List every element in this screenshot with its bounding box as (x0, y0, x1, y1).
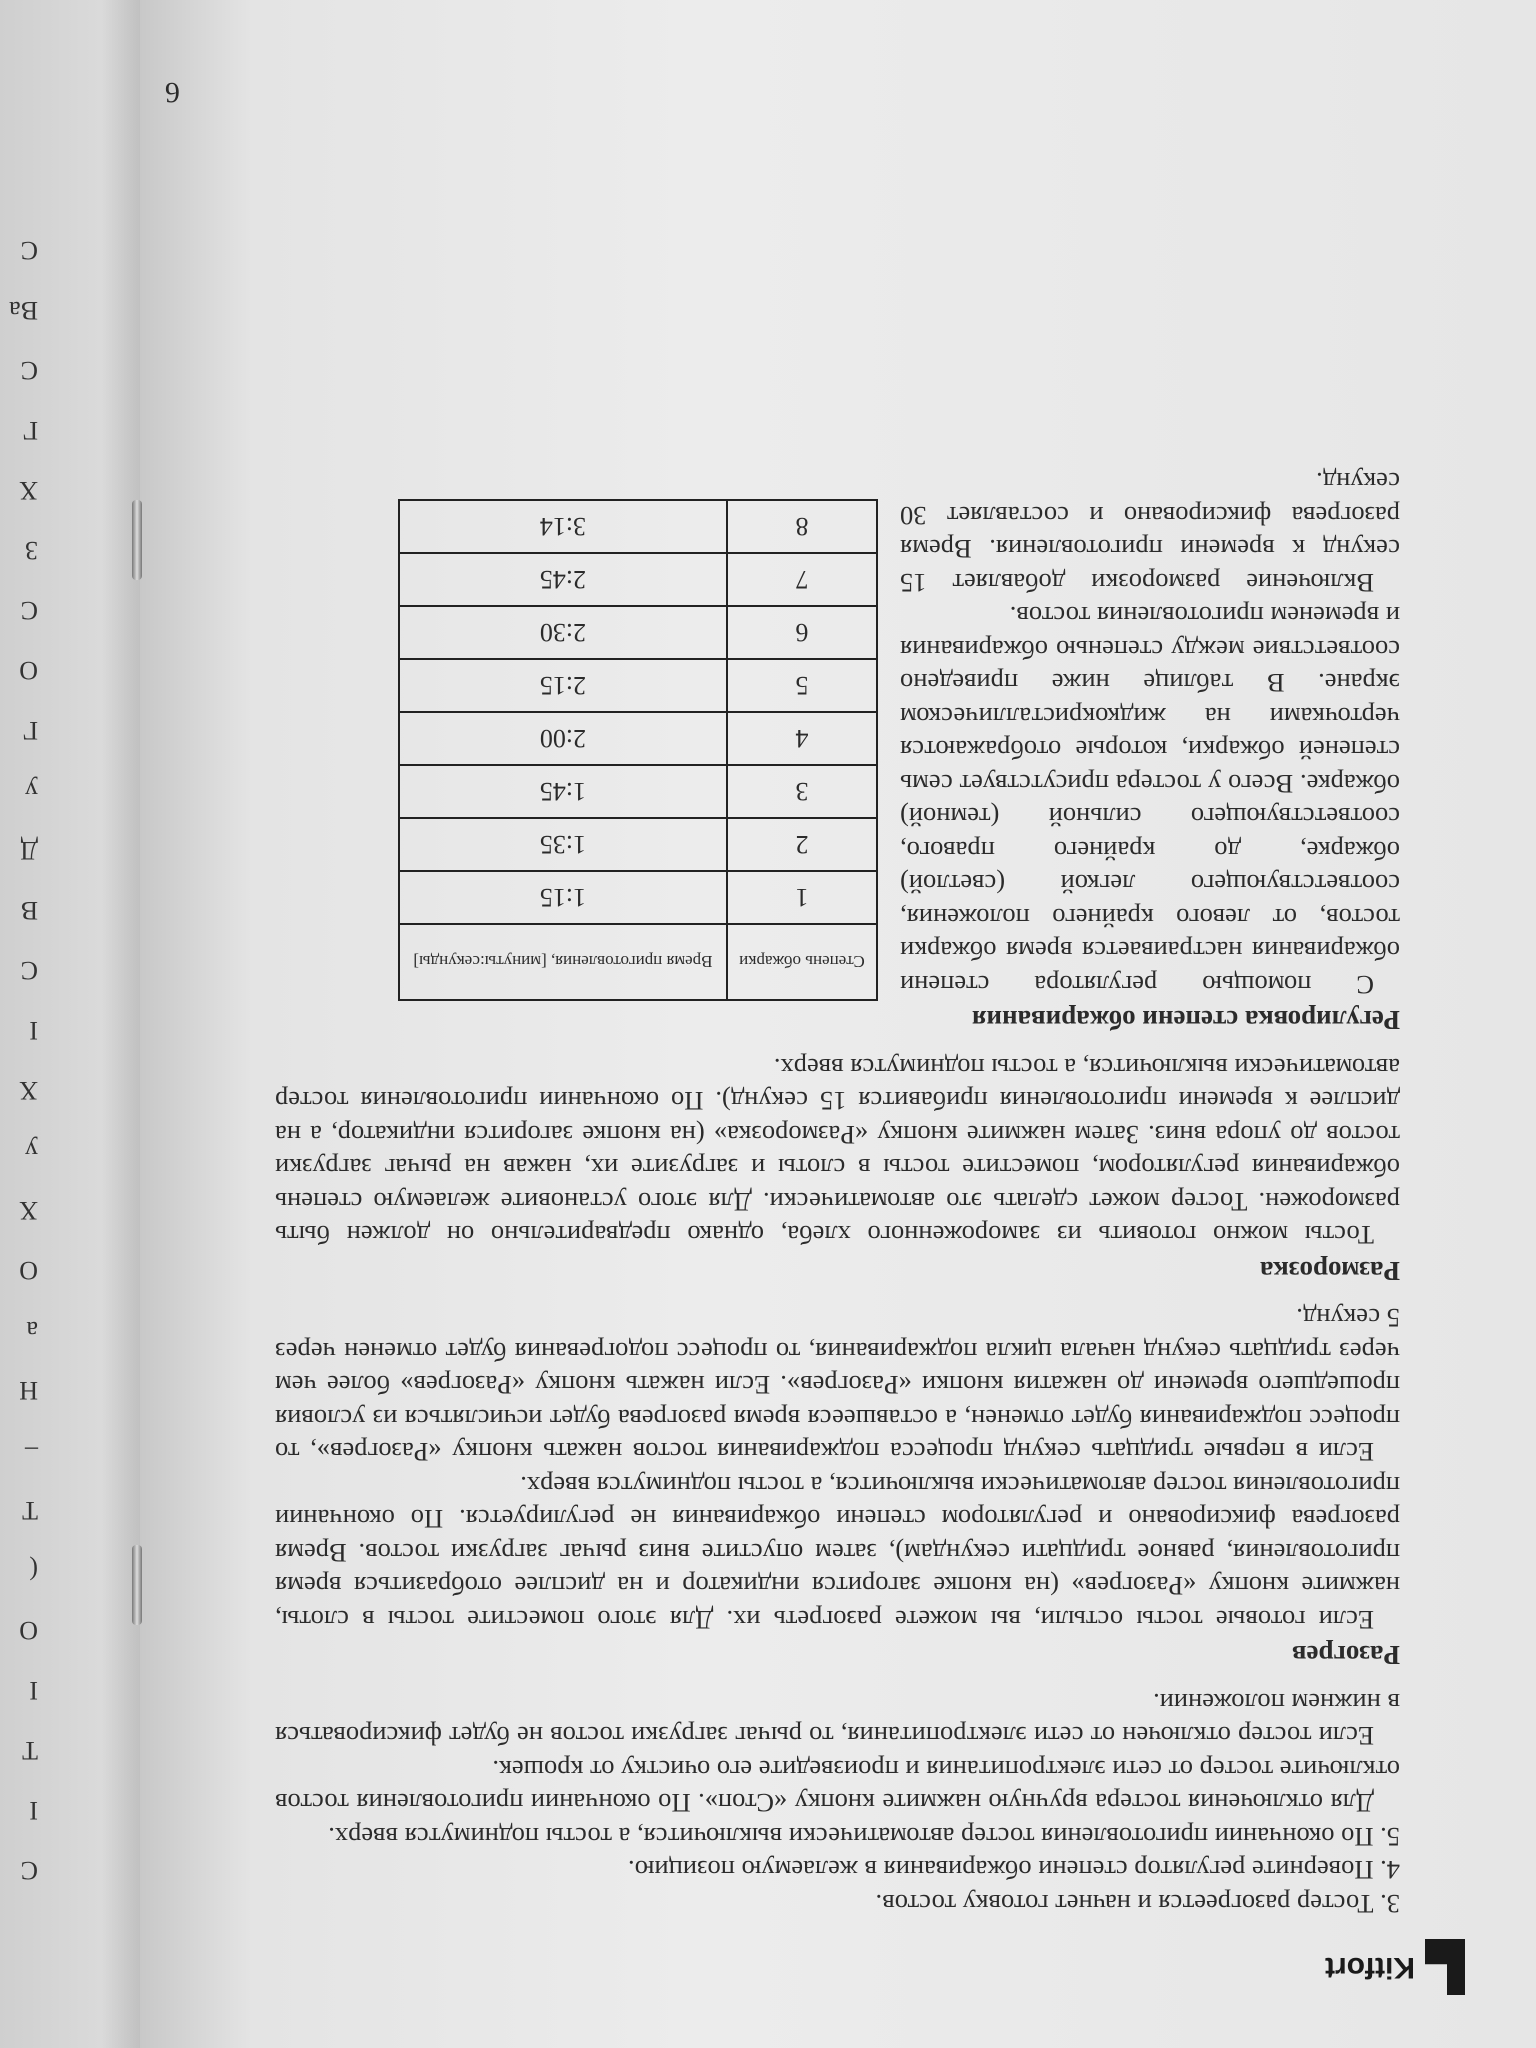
step-5: 5. По окончании приготовления тостер автоматически выключится, а тосты поднимутся вверх. (328, 1822, 1400, 1852)
table-row (399, 553, 877, 606)
adjacent-letter: y (25, 776, 38, 805)
time-cell: 2:00 (399, 712, 727, 765)
kitfort-logo-icon (1425, 1939, 1465, 1995)
table-row (399, 765, 877, 818)
adjacent-letter: O (19, 1256, 38, 1285)
degree-cell: 3 (727, 765, 877, 818)
degree-cell: 2 (727, 818, 877, 871)
adjacent-letter: I (29, 1676, 38, 1705)
adjacent-letter: I (29, 1796, 38, 1825)
table-row (399, 500, 877, 553)
defrost-heading: Разморозка (1259, 1256, 1400, 1286)
header-time: Время приготовления, [минуты:секунды] (399, 924, 727, 1000)
time-table-wrapper (398, 499, 878, 1001)
adjacent-letter: B (20, 896, 38, 925)
adjacent-letter: C (20, 596, 38, 625)
adjacent-page (0, 0, 145, 2048)
page-number: 6 (165, 76, 180, 109)
main-text (275, 465, 1400, 1920)
reheat-paragraph-1: Если готовые тосты остыли, вы можете разогреть их. Для этого поместите тосты в слоты, нажмите кнопку «Разогрев» (на кнопке загорится индикатор и на дисплее отобразиться время приготовления, равное тридцати секундам), затем опустите вниз рычаг загрузки тостов. Время разогрева фиксировано и регулятором степени обжаривания не регулируется. По окончании приготовления тостер автоматически выключится, а тосты поднимутся вверх. (275, 1471, 1400, 1635)
adjacent-letter: I (29, 1016, 38, 1045)
table-row (399, 606, 877, 659)
table-header-row (399, 924, 877, 1000)
time-cell: 2:45 (399, 553, 727, 606)
regulation-text (900, 465, 1400, 1001)
adjacent-letter: H (19, 1376, 38, 1405)
adjacent-letter: C (20, 356, 38, 385)
adjacent-letter: 3 (25, 536, 38, 565)
defrost-paragraph: Тосты можно готовить из замороженного хлеба, однако предварительно он должен быть разморожен. Тостер может сделать это автоматически. Для этого установите желаемую степень обжаривания регулятором, поместите тосты в слоты и загрузите их, нажав на рычаг загрузки тостов до упора вниз. Затем нажмите кнопку «Разморозка» (на кнопке загорится индикатор, а на дисплее к времени приготовления прибавится 15 секунд). По окончании приготовления тостер автоматически выключится, а тосты поднимутся вверх. (275, 1053, 1400, 1251)
adjacent-letter: Ba (9, 296, 38, 325)
adjacent-letter: y (25, 1136, 38, 1165)
degree-cell: 7 (727, 553, 877, 606)
adjacent-letter: Д (20, 836, 38, 865)
table-row (399, 871, 877, 924)
time-cell: 1:15 (399, 871, 727, 924)
brand-logo (1325, 1939, 1465, 1995)
unplug-paragraph: Если тостер отключен от сети электропитания, то рычаг загрузки тостов не будет фиксироваться в нижнем положении. (275, 1688, 1400, 1752)
step-3: 3. Тостер разогреется и начнет готовку тостов. (875, 1889, 1400, 1919)
staple-bottom (132, 1545, 142, 1625)
adjacent-letter: ( (29, 1556, 38, 1585)
adjacent-letter: T (22, 1496, 38, 1525)
table-row (399, 659, 877, 712)
page-content (165, 75, 1465, 1995)
adjacent-letter: X (19, 1196, 38, 1225)
table-row (399, 712, 877, 765)
adjacent-letter: X (19, 1076, 38, 1105)
degree-cell: 5 (727, 659, 877, 712)
degree-cell: 4 (727, 712, 877, 765)
brand-name: Kitfort (1325, 1951, 1415, 1984)
regulation-heading: Регулировка степени обжаривания (971, 1005, 1400, 1036)
reheat-paragraph-2: Если в первые тридцать секунд процесса поджаривания тостов нажать кнопку «Разогрев», то процесс поджаривания будет отменен, а оставшееся время разогрева будет исчисляться из условия прошедшего времени до нажатия кнопки «Разогрев». Если нажать кнопку «Разогрев» более чем через тридцать секунд начала цикла поджаривания, то процесс подогревания будет отменен через 5 секунд. (275, 1303, 1400, 1468)
adjacent-letter: a (26, 1316, 38, 1345)
adjacent-letter: O (19, 656, 38, 685)
adjacent-letter: Г (22, 716, 38, 745)
time-cell: 1:45 (399, 765, 727, 818)
adjacent-letter: O (19, 1616, 38, 1645)
regulation-paragraph-1: С помощью регулятора степени обжаривания настраивается время обжарки тостов, от левого крайнего положения, соответствующего легкой (светлой) обжарке, до крайнего правого, соответствующего сильной (темной) обжарке. Всего у тостера присутствует семь степеней обжарки, которые отображаются черточками на жидкокристаллическом экране. В таблице ниже приведено соответствие между степенью обжаривания и временем приготовления тостов. (900, 601, 1400, 1000)
table-body (399, 500, 877, 924)
regulation-paragraph-2: Включение разморозки добавляет 15 секунд к времени приготовления. Время разогрева фиксировано и составляет 30 секунд. (900, 467, 1400, 598)
degree-cell: 6 (727, 606, 877, 659)
time-cell: 2:30 (399, 606, 727, 659)
adjacent-letter: T (22, 1736, 38, 1765)
adjacent-letter: Г (22, 416, 38, 445)
adjacent-letter: C (20, 1856, 38, 1885)
staple-top (132, 500, 142, 580)
adjacent-page-letters (8, 236, 38, 1900)
reheat-heading: Разогрев (1291, 1640, 1400, 1671)
adjacent-letter: C (20, 236, 38, 265)
degree-cell: 8 (727, 500, 877, 553)
adjacent-letter: X (19, 476, 38, 505)
step-4: 4. Поверните регулятор степени обжаривания в желаемую позицию. (628, 1855, 1400, 1886)
time-cell: 3:14 (399, 500, 727, 553)
table-row (399, 818, 877, 871)
time-cell: 1:35 (399, 818, 727, 871)
header-degree: Степень обжарки (727, 924, 877, 1000)
time-cell: 2:15 (399, 659, 727, 712)
adjacent-letter: – (25, 1436, 38, 1465)
degree-cell: 1 (727, 871, 877, 924)
cooking-time-table (398, 499, 878, 1001)
regulation-section (275, 465, 1400, 1001)
adjacent-letter: C (20, 956, 38, 985)
stop-paragraph: Для отключения тостера вручную нажмите кнопку «Стоп». По окончании приготовления тостов отключите тостер от сети электропитания и произведите его очистку от крошек. (275, 1755, 1400, 1819)
